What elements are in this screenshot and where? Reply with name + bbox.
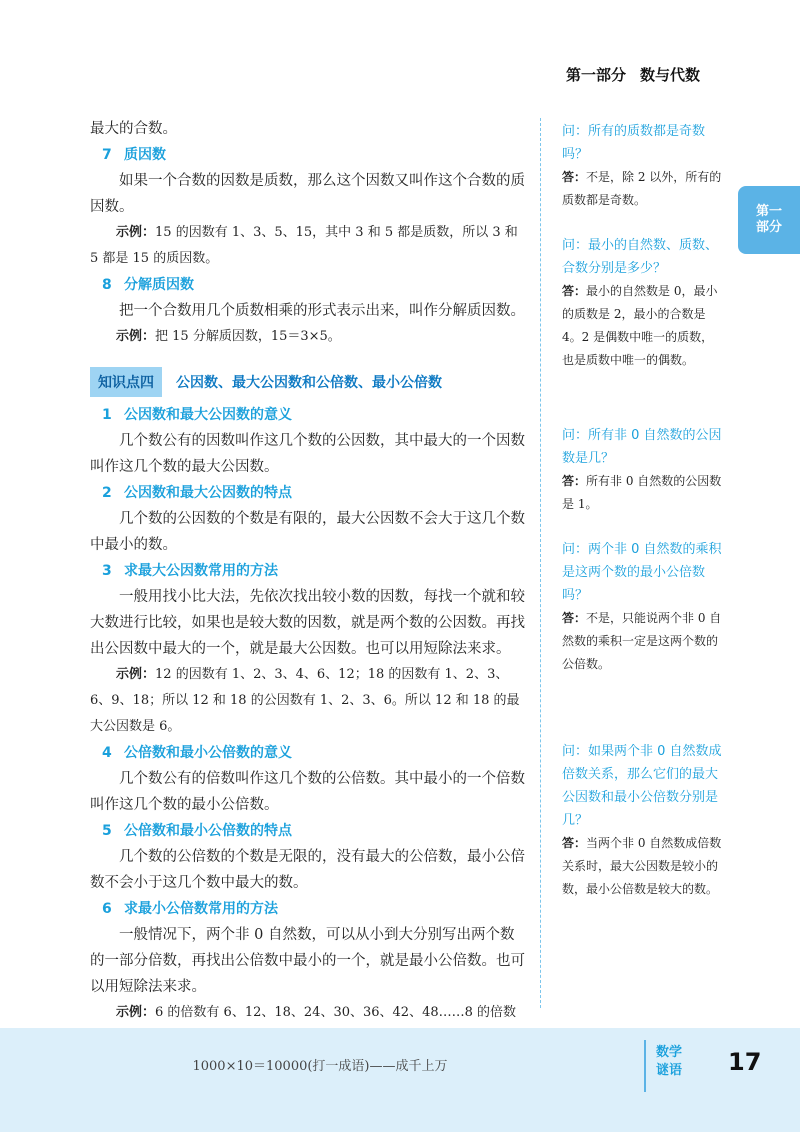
sidebar-question: 问：如果两个非 0 自然数成倍数关系，那么它们的最大公因数和最小公倍数分别是几？ [562,744,722,828]
sidebar-answer: 答：最小的自然数是 0，最小的质数是 2，最小的合数是 4。2 是偶数中唯一的质数，也是质数中唯一的偶数。 [562,284,718,367]
main-content [90,116,526,1052]
subheading-2: 2 公因数和最大公因数的特点 [102,485,292,501]
section-tab [738,186,800,254]
sidebar-qa-4 [562,538,722,676]
sidebar-qa-2 [562,234,722,372]
sidebar-answer: 答：当两个非 0 自然数成倍数关系时，最大公因数是较小的数，最小公倍数是较大的数。 [562,836,722,896]
paragraph: 把一个合数用几个质数相乘的形式表示出来，叫作分解质因数。 [119,303,525,319]
sidebar-question: 问：所有的质数都是奇数吗？ [562,124,706,162]
paragraph: 一般用找小比大法，先依次找出较小数的因数，每找一个就和较大数进行比较，如果也是较大数的因数，就是两个数的公因数。再找出公因数中最大的一个，就是最大公因数。也可以用短除法来求。 [90,589,525,657]
footer-riddle: 1000×10＝10000(打一成语)——成千上万 [192,1059,448,1074]
footer-divider [644,1040,646,1092]
subheading-8: 8 分解质因数 [102,277,194,293]
section-tab-line2: 部分 [755,220,782,235]
sidebar-question: 问：所有非 0 自然数的公因数是几？ [562,428,722,466]
sidebar-qa-1 [562,120,722,212]
subheading-5: 5 公倍数和最小公倍数的特点 [102,823,292,839]
example: 示例：12 的因数有 1、2、3、4、6、12；18 的因数有 1、2、3、6、9、18；所以 12 和 18 的公因数有 1、2、3、6。所以 12 和 18 的最大公因数是 6。 [90,667,520,734]
header-title: 数与代数 [640,66,701,84]
paragraph: 最大的合数。 [90,121,177,137]
header-part: 第一部分 [566,66,627,84]
paragraph: 如果一个合数的因数是质数，那么这个因数又叫作这个合数的质因数。 [90,173,525,215]
example: 示例：15 的因数有 1、3、5、15，其中 3 和 5 都是质数，所以 3 和 5 都是 15 的质因数。 [90,225,518,266]
paragraph: 几个数的公倍数的个数是无限的，没有最大的公倍数，最小公倍数不会小于这几个数中最大的数。 [90,849,525,891]
footer-label: 数学 谜语 [656,1045,683,1078]
sidebar-qa-5 [562,740,722,901]
sidebar-answer: 答：不是，只能说两个非 0 自然数的乘积一定是这两个数的公倍数。 [562,611,722,671]
example: 示例：把 15 分解质因数，15＝3×5。 [116,329,341,344]
column-divider [540,118,541,1008]
sidebar-question: 问：最小的自然数、质数、合数分别是多少？ [562,238,719,276]
paragraph: 几个数公有的因数叫作这几个数的公因数，其中最大的一个因数叫作这几个数的最大公因数。 [90,433,525,475]
paragraph: 几个数公有的倍数叫作这几个数的公倍数。其中最小的一个倍数叫作这几个数的最小公倍数。 [90,771,525,813]
example: 示例：6 的倍数有 6、12、18、24、30、36、42、48……8 的倍数 [116,1005,517,1020]
subheading-1: 1 公因数和最大公因数的意义 [102,407,292,423]
sidebar-qa-3 [562,424,722,516]
subheading-4: 4 公倍数和最小公倍数的意义 [102,745,292,761]
knowledge-point-heading [90,368,526,396]
knowledge-point-title: 公因数、最大公因数和公倍数、最小公倍数 [176,375,442,391]
page-number: 17 [728,1048,762,1076]
page-header [566,64,700,85]
subheading-6: 6 求最小公倍数常用的方法 [102,901,278,917]
paragraph: 几个数的公因数的个数是有限的，最大公因数不会大于这几个数中最小的数。 [90,511,525,553]
subheading-3: 3 求最大公因数常用的方法 [102,563,278,579]
sidebar-answer: 答：不是，除 2 以外，所有的质数都是奇数。 [562,170,722,207]
sidebar-answer: 答：所有非 0 自然数的公因数是 1。 [562,474,722,511]
subheading-7: 7 质因数 [102,147,166,163]
section-tab-line1: 第一 [755,204,782,219]
paragraph: 一般情况下，两个非 0 自然数，可以从小到大分别写出两个数的一部分倍数，再找出公倍数中最小的一个，就是最小公倍数。也可以用短除法来求。 [90,927,525,995]
knowledge-point-badge: 知识点四 [90,367,162,397]
sidebar-question: 问：两个非 0 自然数的乘积是这两个数的最小公倍数吗？ [562,542,722,603]
